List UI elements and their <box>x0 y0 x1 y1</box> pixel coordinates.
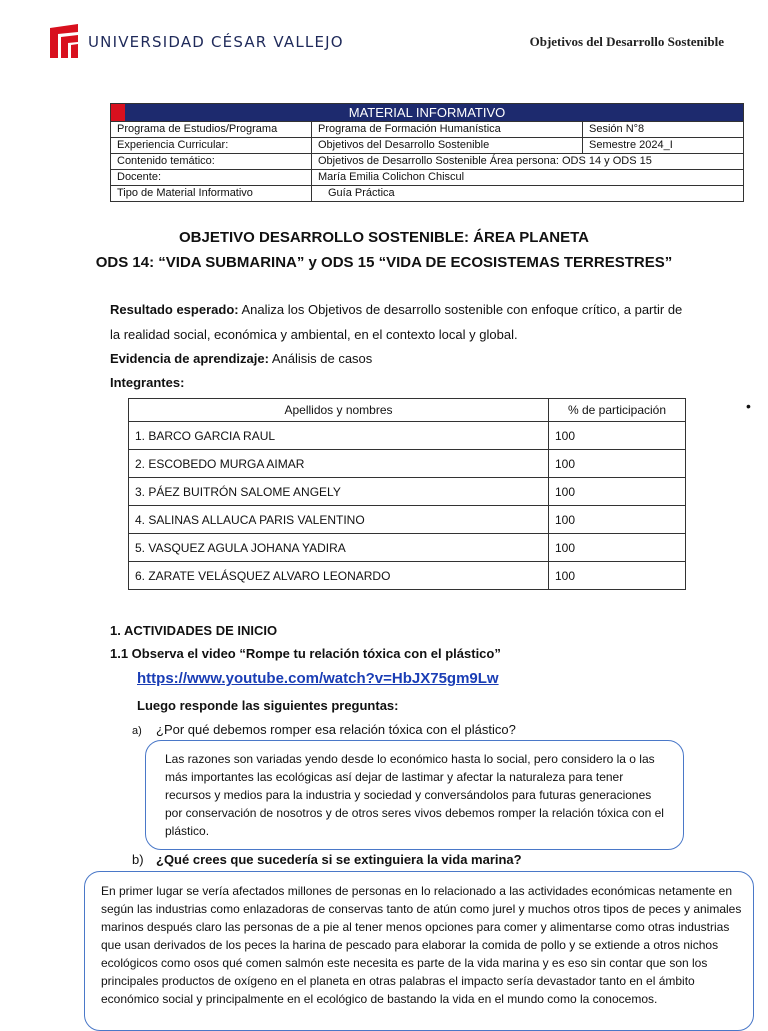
expected-result-label: Resultado esperado: <box>110 302 239 317</box>
info-extra: Sesión N°8 <box>583 122 744 138</box>
member-name: 5. VASQUEZ AGULA JOHANA YADIRA <box>129 534 549 562</box>
table-row <box>111 154 744 170</box>
member-name: 2. ESCOBEDO MURGA AIMAR <box>129 450 549 478</box>
learning-evidence-text: Análisis de casos <box>268 351 373 366</box>
info-label: Contenido temático: <box>111 154 312 170</box>
member-name: 4. SALINAS ALLAUCA PARIS VALENTINO <box>129 506 549 534</box>
column-header-name: Apellidos y nombres <box>129 399 549 422</box>
material-info-table <box>110 103 744 202</box>
question-a <box>132 722 516 737</box>
member-participation: 100 <box>549 450 686 478</box>
answer-b-box: En primer lugar se vería afectados millones de personas en lo relacionado a las actividades económicas netamente en según las industrias como enlazadoras de conservas tanto de atún como jurel y muchos otros tipos de peces y animales marinos después claro las personas de a pie al tener menos opciones para comer y alimentarse como otras industrias que usan derivados de los peces la harina de pescado para elaborar la comida de pollo y se extiende a otros nichos ecológicos como osos qué comen salmón este necesita es parte de la vida marina y es eso sin contar que son los principales productos de oxígeno en el planeta en otras palabras el impacto sería devastador tanto en el ámbito económico social y principalmente en el ecológico de bastando la vida en el mundo como la conocemos. <box>84 871 754 1031</box>
column-header-participation: % de participación <box>549 399 686 422</box>
info-label: Docente: <box>111 170 312 186</box>
material-info-header: MATERIAL INFORMATIVO <box>111 104 744 122</box>
table-row <box>111 138 744 154</box>
info-value: Objetivos de Desarrollo Sostenible Área persona: ODS 14 y ODS 15 <box>312 154 744 170</box>
table-row <box>129 422 686 450</box>
member-participation: 100 <box>549 506 686 534</box>
question-b-text: ¿Qué crees que sucedería si se extinguiera la vida marina? <box>156 852 522 867</box>
questions-instruction: Luego responde las siguientes preguntas: <box>137 698 399 713</box>
info-value: Objetivos del Desarrollo Sostenible <box>312 138 583 154</box>
info-value: María Emilia Colichon Chiscul <box>312 170 744 186</box>
member-participation: 100 <box>549 562 686 590</box>
info-value: Programa de Formación Humanística <box>312 122 583 138</box>
table-row <box>111 170 744 186</box>
page-subtitle: ODS 14: “VIDA SUBMARINA” y ODS 15 “VIDA DE ECOSISTEMAS TERRESTRES” <box>95 254 673 271</box>
expected-result-text: Analiza los Objetivos de desarrollo sostenible con enfoque crítico, a partir de <box>238 302 683 317</box>
member-participation: 100 <box>549 534 686 562</box>
red-marker <box>111 104 125 121</box>
logo-text: UNIVERSIDAD CÉSAR VALLEJO <box>88 33 344 51</box>
page-title: OBJETIVO DESARROLLO SOSTENIBLE: ÁREA PLANETA <box>178 229 590 246</box>
table-row <box>129 450 686 478</box>
stray-bullet: • <box>746 398 751 414</box>
question-b <box>132 852 522 867</box>
activity-1-1: 1.1 Observa el video “Rompe tu relación tóxica con el plástico” <box>110 646 501 661</box>
expected-result-continued: la realidad social, económica y ambiental, en el contexto local y global. <box>110 327 518 342</box>
info-extra: Semestre 2024_I <box>583 138 744 154</box>
members-label: Integrantes: <box>110 375 185 390</box>
expected-result <box>110 302 682 317</box>
table-row <box>129 534 686 562</box>
answer-a-box: Las razones son variadas yendo desde lo económico hasta lo social, pero considero la o las más importantes las ecológicas así dejar de lastimar y afectar la naturaleza para tener recursos y medios para la industria y sociedad y conversándolos para futuras generaciones por conservación de nosotros y de otros seres vivos debemos romper la relación tóxica con el plástico. <box>145 740 684 850</box>
table-row <box>111 122 744 138</box>
activities-heading: 1. ACTIVIDADES DE INICIO <box>110 623 278 638</box>
member-name: 6. ZARATE VELÁSQUEZ ALVARO LEONARDO <box>129 562 549 590</box>
member-participation: 100 <box>549 478 686 506</box>
info-label: Experiencia Curricular: <box>111 138 312 154</box>
university-logo <box>50 24 344 60</box>
info-value: Guía Práctica <box>312 186 744 202</box>
ucv-logo-icon <box>50 24 78 58</box>
members-table <box>128 398 686 590</box>
document-header-title: Objetivos del Desarrollo Sostenible <box>529 34 724 49</box>
member-participation: 100 <box>549 422 686 450</box>
question-a-text: ¿Por qué debemos romper esa relación tóxica con el plástico? <box>156 722 516 737</box>
info-label: Programa de Estudios/Programa <box>111 122 312 138</box>
table-header-row <box>129 399 686 422</box>
learning-evidence <box>110 351 372 366</box>
table-row <box>129 478 686 506</box>
table-row <box>129 506 686 534</box>
member-name: 3. PÁEZ BUITRÓN SALOME ANGELY <box>129 478 549 506</box>
table-row <box>129 562 686 590</box>
learning-evidence-label: Evidencia de aprendizaje: <box>110 351 269 366</box>
table-row <box>111 186 744 202</box>
video-link[interactable]: https://www.youtube.com/watch?v=HbJX75gm9Lw <box>137 670 499 687</box>
question-b-marker: b) <box>132 852 144 867</box>
question-a-marker: a) <box>132 725 142 737</box>
info-label: Tipo de Material Informativo <box>111 186 312 202</box>
member-name: 1. BARCO GARCIA RAUL <box>129 422 549 450</box>
